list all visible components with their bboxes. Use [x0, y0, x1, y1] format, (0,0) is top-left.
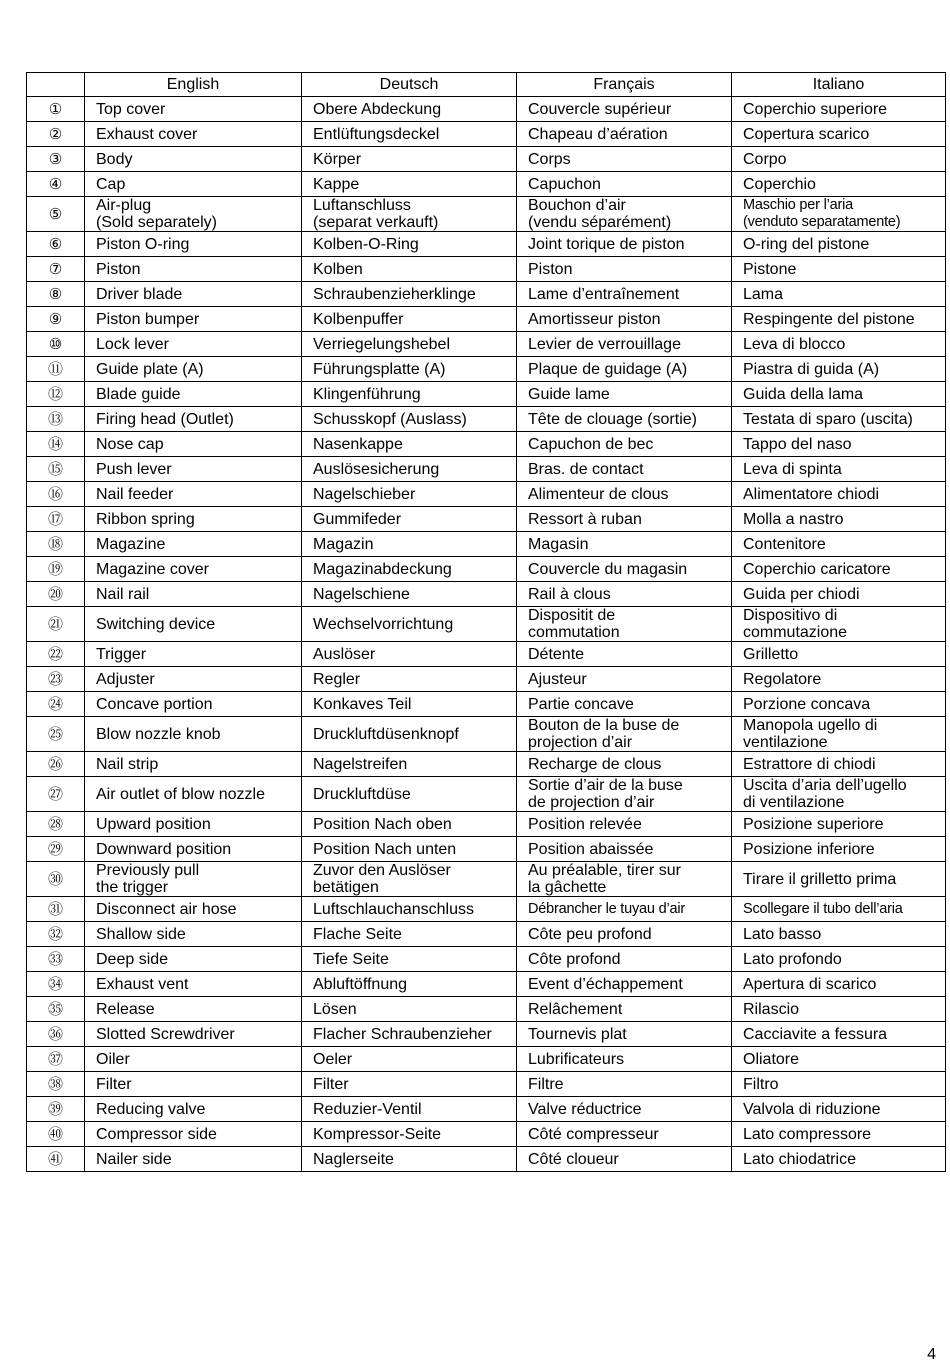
- table-row: [27, 197, 946, 232]
- cell-fr: Recharge de clous: [517, 752, 732, 777]
- cell-de: Kompressor-Seite: [302, 1122, 517, 1147]
- table-row: [27, 282, 946, 307]
- cell-de: Entlüftungsdeckel: [302, 122, 517, 147]
- cell-de: Auslöser: [302, 642, 517, 667]
- cell-num: ㉛: [27, 897, 85, 922]
- cell-de: Filter: [302, 1072, 517, 1097]
- cell-fr: Détente: [517, 642, 732, 667]
- cell-de: Nagelschiene: [302, 582, 517, 607]
- cell-it: Lato chiodatrice: [732, 1147, 946, 1172]
- table-row: [27, 432, 946, 457]
- cell-fr: Côte peu profond: [517, 922, 732, 947]
- cell-de: Kolbenpuffer: [302, 307, 517, 332]
- cell-num: ㊵: [27, 1122, 85, 1147]
- cell-it: Coperchio caricatore: [732, 557, 946, 582]
- cell-fr: Côté cloueur: [517, 1147, 732, 1172]
- cell-it: Uscita d’aria dell’ugello di ventilazione: [732, 777, 946, 812]
- table-row: [27, 777, 946, 812]
- table-row: [27, 122, 946, 147]
- cell-de: Kappe: [302, 172, 517, 197]
- cell-num: ㉔: [27, 692, 85, 717]
- cell-it: Rilascio: [732, 997, 946, 1022]
- cell-it: Guida della lama: [732, 382, 946, 407]
- cell-it: Copertura scarico: [732, 122, 946, 147]
- cell-de: Führungsplatte (A): [302, 357, 517, 382]
- cell-fr: Couvercle supérieur: [517, 97, 732, 122]
- cell-en: Magazine cover: [85, 557, 302, 582]
- cell-fr: Bouton de la buse de projection d’air: [517, 717, 732, 752]
- cell-de: Kolben: [302, 257, 517, 282]
- table-row: [27, 307, 946, 332]
- table-row: [27, 172, 946, 197]
- table-row: [27, 1022, 946, 1047]
- cell-it: Coperchio: [732, 172, 946, 197]
- table-row: [27, 752, 946, 777]
- cell-num: ①: [27, 97, 85, 122]
- cell-en: Nailer side: [85, 1147, 302, 1172]
- cell-it: Tirare il grilletto prima: [732, 862, 946, 897]
- cell-en: Reducing valve: [85, 1097, 302, 1122]
- cell-it: Apertura di scarico: [732, 972, 946, 997]
- cell-num: ⑫: [27, 382, 85, 407]
- cell-en: Adjuster: [85, 667, 302, 692]
- cell-en: Upward position: [85, 812, 302, 837]
- cell-it: Cacciavite a fessura: [732, 1022, 946, 1047]
- cell-de: Verriegelungshebel: [302, 332, 517, 357]
- cell-fr: Tête de clouage (sortie): [517, 407, 732, 432]
- table-row: [27, 997, 946, 1022]
- cell-num: ⑮: [27, 457, 85, 482]
- cell-fr: Plaque de guidage (A): [517, 357, 732, 382]
- parts-translation-table: [26, 72, 946, 1172]
- cell-de: Luftanschluss (separat verkauft): [302, 197, 517, 232]
- table-row: [27, 947, 946, 972]
- cell-num: ⑳: [27, 582, 85, 607]
- table-row: [27, 1072, 946, 1097]
- cell-en: Firing head (Outlet): [85, 407, 302, 432]
- page-number: 4: [927, 1346, 936, 1363]
- cell-fr: Guide lame: [517, 382, 732, 407]
- cell-en: Release: [85, 997, 302, 1022]
- cell-en: Exhaust vent: [85, 972, 302, 997]
- cell-en: Nail strip: [85, 752, 302, 777]
- cell-en: Switching device: [85, 607, 302, 642]
- table-row: [27, 557, 946, 582]
- cell-num: ㉘: [27, 812, 85, 837]
- cell-fr: Filtre: [517, 1072, 732, 1097]
- cell-de: Position Nach oben: [302, 812, 517, 837]
- cell-num: ⑭: [27, 432, 85, 457]
- cell-en: Downward position: [85, 837, 302, 862]
- cell-fr: Tournevis plat: [517, 1022, 732, 1047]
- table-row: [27, 922, 946, 947]
- cell-fr: Event d’échappement: [517, 972, 732, 997]
- cell-de: Konkaves Teil: [302, 692, 517, 717]
- cell-de: Auslösesicherung: [302, 457, 517, 482]
- table-row: [27, 232, 946, 257]
- cell-num: ⑦: [27, 257, 85, 282]
- cell-de: Regler: [302, 667, 517, 692]
- cell-fr: Bras. de contact: [517, 457, 732, 482]
- cell-num: ㉜: [27, 922, 85, 947]
- cell-it: Dispositivo di commutazione: [732, 607, 946, 642]
- cell-num: ⑧: [27, 282, 85, 307]
- cell-num: ㊳: [27, 1072, 85, 1097]
- cell-it: Contenitore: [732, 532, 946, 557]
- cell-fr: Capuchon: [517, 172, 732, 197]
- cell-num: ㊴: [27, 1097, 85, 1122]
- cell-it: Testata di sparo (uscita): [732, 407, 946, 432]
- cell-en: Deep side: [85, 947, 302, 972]
- table-row: [27, 1122, 946, 1147]
- cell-de: Nagelschieber: [302, 482, 517, 507]
- cell-it: Regolatore: [732, 667, 946, 692]
- cell-en: Ribbon spring: [85, 507, 302, 532]
- cell-en: Nail rail: [85, 582, 302, 607]
- cell-it: Molla a nastro: [732, 507, 946, 532]
- cell-de: Luftschlauchanschluss: [302, 897, 517, 922]
- cell-fr: Relâchement: [517, 997, 732, 1022]
- cell-de: Gummifeder: [302, 507, 517, 532]
- table-row: [27, 407, 946, 432]
- cell-de: Flacher Schraubenzieher: [302, 1022, 517, 1047]
- cell-num: ㉑: [27, 607, 85, 642]
- cell-it: Scollegare il tubo dell’aria: [732, 897, 946, 922]
- cell-it: Lato basso: [732, 922, 946, 947]
- cell-en: Exhaust cover: [85, 122, 302, 147]
- table-row: [27, 1047, 946, 1072]
- cell-de: Tiefe Seite: [302, 947, 517, 972]
- table-row: [27, 972, 946, 997]
- cell-it: Alimentatore chiodi: [732, 482, 946, 507]
- cell-fr: Sortie d’air de la buse de projection d’air: [517, 777, 732, 812]
- cell-it: Oliatore: [732, 1047, 946, 1072]
- cell-en: Oiler: [85, 1047, 302, 1072]
- cell-de: Reduzier-Ventil: [302, 1097, 517, 1122]
- cell-num: ㊶: [27, 1147, 85, 1172]
- cell-it: Piastra di guida (A): [732, 357, 946, 382]
- table-row: [27, 607, 946, 642]
- cell-en: Compressor side: [85, 1122, 302, 1147]
- cell-de: Schraubenzieherklinge: [302, 282, 517, 307]
- cell-en: Top cover: [85, 97, 302, 122]
- header-english: English: [85, 73, 302, 97]
- table-row: [27, 507, 946, 532]
- cell-num: ⑪: [27, 357, 85, 382]
- cell-fr: Débrancher le tuyau d’air: [517, 897, 732, 922]
- cell-de: Oeler: [302, 1047, 517, 1072]
- cell-it: Pistone: [732, 257, 946, 282]
- cell-fr: Ressort à ruban: [517, 507, 732, 532]
- cell-num: ②: [27, 122, 85, 147]
- cell-de: Abluftöffnung: [302, 972, 517, 997]
- header-row: [27, 73, 946, 97]
- cell-it: Maschio per l’aria (venduto separatamente): [732, 197, 946, 232]
- cell-fr: Valve réductrice: [517, 1097, 732, 1122]
- cell-num: ㊲: [27, 1047, 85, 1072]
- table-row: [27, 692, 946, 717]
- cell-fr: Levier de verrouillage: [517, 332, 732, 357]
- table-row: [27, 457, 946, 482]
- cell-it: Posizione inferiore: [732, 837, 946, 862]
- table-row: [27, 147, 946, 172]
- cell-it: Estrattore di chiodi: [732, 752, 946, 777]
- cell-en: Disconnect air hose: [85, 897, 302, 922]
- table-row: [27, 667, 946, 692]
- cell-de: Nasenkappe: [302, 432, 517, 457]
- cell-num: ㉚: [27, 862, 85, 897]
- table-row: [27, 862, 946, 897]
- cell-fr: Alimenteur de clous: [517, 482, 732, 507]
- cell-fr: Partie concave: [517, 692, 732, 717]
- cell-fr: Lame d’entraînement: [517, 282, 732, 307]
- cell-de: Schusskopf (Auslass): [302, 407, 517, 432]
- cell-de: Magazinabdeckung: [302, 557, 517, 582]
- table-row: [27, 897, 946, 922]
- cell-fr: Côté compresseur: [517, 1122, 732, 1147]
- cell-num: ⑤: [27, 197, 85, 232]
- cell-de: Flache Seite: [302, 922, 517, 947]
- cell-fr: Corps: [517, 147, 732, 172]
- cell-fr: Côte profond: [517, 947, 732, 972]
- cell-it: Leva di blocco: [732, 332, 946, 357]
- cell-en: Nose cap: [85, 432, 302, 457]
- cell-fr: Capuchon de bec: [517, 432, 732, 457]
- table-row: [27, 812, 946, 837]
- cell-it: Manopola ugello di ventilazione: [732, 717, 946, 752]
- cell-en: Concave portion: [85, 692, 302, 717]
- cell-fr: Ajusteur: [517, 667, 732, 692]
- cell-num: ㉟: [27, 997, 85, 1022]
- cell-en: Piston bumper: [85, 307, 302, 332]
- table-row: [27, 257, 946, 282]
- cell-en: Piston: [85, 257, 302, 282]
- table-body: [27, 97, 946, 1172]
- cell-num: ㉓: [27, 667, 85, 692]
- table-row: [27, 97, 946, 122]
- cell-num: ㉙: [27, 837, 85, 862]
- table-row: [27, 482, 946, 507]
- cell-it: Respingente del pistone: [732, 307, 946, 332]
- cell-fr: Position relevée: [517, 812, 732, 837]
- cell-en: Previously pull the trigger: [85, 862, 302, 897]
- cell-de: Körper: [302, 147, 517, 172]
- cell-en: Slotted Screwdriver: [85, 1022, 302, 1047]
- cell-en: Air outlet of blow nozzle: [85, 777, 302, 812]
- cell-en: Trigger: [85, 642, 302, 667]
- table-row: [27, 332, 946, 357]
- cell-fr: Rail à clous: [517, 582, 732, 607]
- cell-en: Lock lever: [85, 332, 302, 357]
- cell-num: ⑥: [27, 232, 85, 257]
- cell-it: Posizione superiore: [732, 812, 946, 837]
- cell-en: Blade guide: [85, 382, 302, 407]
- table-row: [27, 357, 946, 382]
- cell-de: Kolben-O-Ring: [302, 232, 517, 257]
- table-row: [27, 1097, 946, 1122]
- cell-fr: Chapeau d’aération: [517, 122, 732, 147]
- cell-de: Klingenführung: [302, 382, 517, 407]
- cell-it: Tappo del naso: [732, 432, 946, 457]
- cell-en: Push lever: [85, 457, 302, 482]
- cell-num: ③: [27, 147, 85, 172]
- cell-en: Filter: [85, 1072, 302, 1097]
- cell-it: Coperchio superiore: [732, 97, 946, 122]
- cell-en: Driver blade: [85, 282, 302, 307]
- cell-num: ㉖: [27, 752, 85, 777]
- cell-fr: Couvercle du magasin: [517, 557, 732, 582]
- cell-en: Piston O-ring: [85, 232, 302, 257]
- cell-it: Filtro: [732, 1072, 946, 1097]
- cell-num: ㉗: [27, 777, 85, 812]
- cell-num: ⑲: [27, 557, 85, 582]
- cell-num: ㉝: [27, 947, 85, 972]
- cell-num: ⑬: [27, 407, 85, 432]
- cell-de: Wechselvorrichtung: [302, 607, 517, 642]
- cell-it: O-ring del pistone: [732, 232, 946, 257]
- cell-de: Zuvor den Auslöser betätigen: [302, 862, 517, 897]
- cell-de: Lösen: [302, 997, 517, 1022]
- cell-fr: Piston: [517, 257, 732, 282]
- cell-num: ⑨: [27, 307, 85, 332]
- cell-num: ㊱: [27, 1022, 85, 1047]
- cell-en: Body: [85, 147, 302, 172]
- cell-de: Nagelstreifen: [302, 752, 517, 777]
- cell-it: Porzione concava: [732, 692, 946, 717]
- cell-fr: Magasin: [517, 532, 732, 557]
- cell-num: ⑰: [27, 507, 85, 532]
- cell-de: Druckluftdüse: [302, 777, 517, 812]
- table-row: [27, 382, 946, 407]
- cell-fr: Amortisseur piston: [517, 307, 732, 332]
- cell-en: Nail feeder: [85, 482, 302, 507]
- cell-num: ⑯: [27, 482, 85, 507]
- cell-num: ㉒: [27, 642, 85, 667]
- cell-it: Lato profondo: [732, 947, 946, 972]
- cell-de: Magazin: [302, 532, 517, 557]
- cell-fr: Au préalable, tirer sur la gâchette: [517, 862, 732, 897]
- cell-it: Valvola di riduzione: [732, 1097, 946, 1122]
- cell-it: Lama: [732, 282, 946, 307]
- cell-num: ⑩: [27, 332, 85, 357]
- cell-de: Naglerseite: [302, 1147, 517, 1172]
- cell-it: Grilletto: [732, 642, 946, 667]
- header-deutsch: Deutsch: [302, 73, 517, 97]
- table-row: [27, 717, 946, 752]
- cell-num: ⑱: [27, 532, 85, 557]
- cell-de: Position Nach unten: [302, 837, 517, 862]
- table-row: [27, 532, 946, 557]
- cell-fr: Position abaissée: [517, 837, 732, 862]
- cell-it: Corpo: [732, 147, 946, 172]
- table-row: [27, 1147, 946, 1172]
- header-francais: Français: [517, 73, 732, 97]
- cell-fr: Joint torique de piston: [517, 232, 732, 257]
- header-number: [27, 73, 85, 97]
- cell-it: Leva di spinta: [732, 457, 946, 482]
- cell-en: Shallow side: [85, 922, 302, 947]
- cell-de: Obere Abdeckung: [302, 97, 517, 122]
- cell-num: ㉞: [27, 972, 85, 997]
- cell-num: ㉕: [27, 717, 85, 752]
- cell-fr: Dispositit de commutation: [517, 607, 732, 642]
- cell-en: Guide plate (A): [85, 357, 302, 382]
- table-row: [27, 582, 946, 607]
- cell-fr: Lubrificateurs: [517, 1047, 732, 1072]
- cell-en: Air-plug (Sold separately): [85, 197, 302, 232]
- cell-fr: Bouchon d’air (vendu séparément): [517, 197, 732, 232]
- table-row: [27, 837, 946, 862]
- cell-it: Lato compressore: [732, 1122, 946, 1147]
- cell-en: Blow nozzle knob: [85, 717, 302, 752]
- header-italiano: Italiano: [732, 73, 946, 97]
- cell-en: Magazine: [85, 532, 302, 557]
- cell-en: Cap: [85, 172, 302, 197]
- cell-de: Druckluftdüsenknopf: [302, 717, 517, 752]
- table-row: [27, 642, 946, 667]
- cell-num: ④: [27, 172, 85, 197]
- cell-it: Guida per chiodi: [732, 582, 946, 607]
